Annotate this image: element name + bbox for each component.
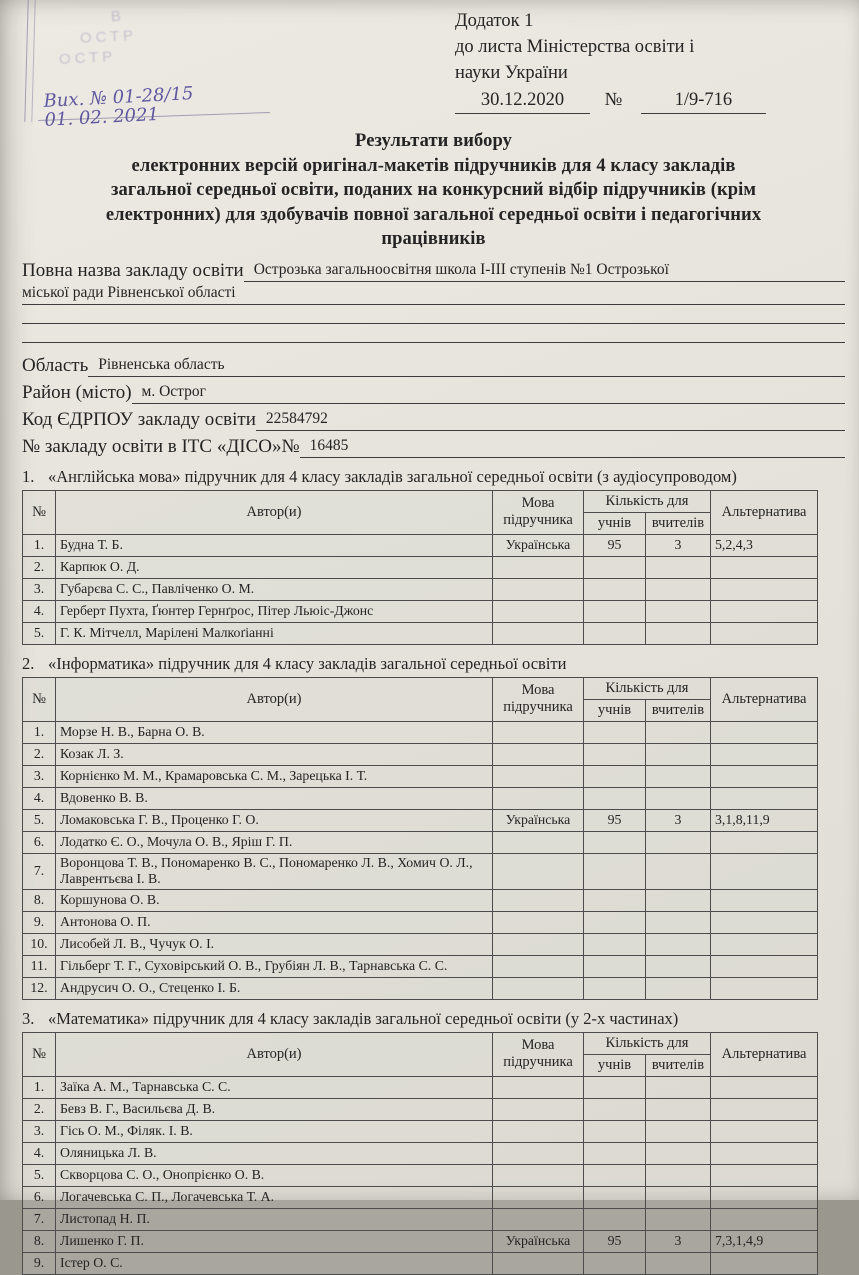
cell-students: 95 xyxy=(584,809,646,831)
col-header-language: Мова підручника xyxy=(493,1032,584,1076)
diso-value: 16485 xyxy=(300,435,845,458)
cell-num: 3. xyxy=(23,578,56,600)
appendix-label: Додаток 1 xyxy=(455,11,534,31)
cell-teachers xyxy=(646,765,711,787)
cell-num: 3. xyxy=(23,1120,56,1142)
textbook-table-english xyxy=(22,490,818,645)
cell-authors: Листопад Н. П. xyxy=(56,1208,493,1230)
col-header-language: Мова підручника xyxy=(493,677,584,721)
col-header-num: № xyxy=(23,677,56,721)
section-number: 3. xyxy=(22,1008,35,1028)
cell-num: 8. xyxy=(23,1230,56,1252)
letter-number: 1/9-716 xyxy=(641,87,766,114)
table-row xyxy=(23,600,818,622)
cell-language xyxy=(493,1076,584,1098)
cell-teachers xyxy=(646,977,711,999)
cell-authors: Герберт Пухта, Ґюнтер Гернґрос, Пітер Льюіс-Джонс xyxy=(56,600,493,622)
cell-authors: Гісь О. М., Філяк. І. В. xyxy=(56,1120,493,1142)
blank-form-line xyxy=(22,324,845,343)
section-mathematics xyxy=(22,1009,845,1275)
section-heading-text: «Англійська мова» підручник для 4 класу закладів загальної середньої освіти (з аудіосупроводом) xyxy=(48,466,737,486)
cell-authors: Коршунова О. В. xyxy=(56,889,493,911)
col-header-num: № xyxy=(23,1032,56,1076)
section-heading xyxy=(22,467,845,487)
cell-language xyxy=(493,1098,584,1120)
diso-row xyxy=(22,435,845,458)
table-row xyxy=(23,853,818,889)
col-header-language: Мова підручника xyxy=(493,490,584,534)
cell-authors: Воронцова Т. В., Пономаренко В. С., Пономаренко Л. В., Хомич О. Л., Лаврентьєва І. В. xyxy=(56,853,493,889)
table-row xyxy=(23,889,818,911)
cell-authors: Лисобей Л. В., Чучук О. І. xyxy=(56,933,493,955)
cell-num: 1. xyxy=(23,534,56,556)
col-header-quantity: Кількість для xyxy=(584,677,711,699)
cell-students xyxy=(584,1098,646,1120)
edrpou-value: 22584792 xyxy=(256,408,845,431)
faint-stamp xyxy=(56,6,138,70)
table-row xyxy=(23,787,818,809)
cell-num: 1. xyxy=(23,721,56,743)
cell-alternative xyxy=(711,1186,818,1208)
cell-alternative xyxy=(711,1076,818,1098)
cell-authors: Козак Л. З. xyxy=(56,743,493,765)
cell-students xyxy=(584,787,646,809)
table-row xyxy=(23,578,818,600)
region-row xyxy=(22,354,845,377)
cell-students xyxy=(584,765,646,787)
cell-language xyxy=(493,600,584,622)
cell-alternative xyxy=(711,1164,818,1186)
table-row xyxy=(23,1164,818,1186)
cell-language xyxy=(493,977,584,999)
col-header-teachers: вчителів xyxy=(646,699,711,721)
cell-num: 7. xyxy=(23,1208,56,1230)
table-row xyxy=(23,831,818,853)
district-value: м. Острог xyxy=(132,381,845,404)
cell-teachers xyxy=(646,1186,711,1208)
cell-authors: Заїка А. М., Тарнавська С. С. xyxy=(56,1076,493,1098)
cell-teachers xyxy=(646,1076,711,1098)
region-value: Рівненська область xyxy=(88,354,845,377)
cell-authors: Вдовенко В. В. xyxy=(56,787,493,809)
cell-alternative xyxy=(711,831,818,853)
table-row xyxy=(23,1076,818,1098)
cell-teachers xyxy=(646,578,711,600)
table-row xyxy=(23,765,818,787)
cell-teachers xyxy=(646,911,711,933)
cell-alternative: 7,3,1,4,9 xyxy=(711,1230,818,1252)
cell-students xyxy=(584,889,646,911)
cell-teachers xyxy=(646,556,711,578)
table-row xyxy=(23,1120,818,1142)
col-header-authors: Автор(и) xyxy=(56,677,493,721)
letter-date: 30.12.2020 xyxy=(455,87,590,114)
cell-language xyxy=(493,853,584,889)
cell-language xyxy=(493,578,584,600)
col-header-alternative: Альтернатива xyxy=(711,490,818,534)
cell-students xyxy=(584,743,646,765)
cell-alternative: 5,2,4,3 xyxy=(711,534,818,556)
col-header-quantity: Кількість для xyxy=(584,1032,711,1054)
cell-alternative xyxy=(711,911,818,933)
cell-num: 12. xyxy=(23,977,56,999)
cell-num: 9. xyxy=(23,911,56,933)
cell-language xyxy=(493,1252,584,1274)
cell-language xyxy=(493,556,584,578)
col-header-authors: Автор(и) xyxy=(56,490,493,534)
cell-num: 5. xyxy=(23,622,56,644)
title-line: працівників xyxy=(381,229,486,249)
cell-num: 9. xyxy=(23,1252,56,1274)
cell-authors: Бевз В. Г., Васильєва Д. В. xyxy=(56,1098,493,1120)
cell-alternative xyxy=(711,1142,818,1164)
cell-alternative xyxy=(711,933,818,955)
section-heading-text: «Інформатика» підручник для 4 класу закладів загальної середньої освіти xyxy=(48,653,567,673)
stamp-text-line: ОСТР xyxy=(58,48,117,69)
cell-students xyxy=(584,1164,646,1186)
stamp-text-line: В xyxy=(110,7,126,26)
table-row xyxy=(23,743,818,765)
cell-authors: Скворцова С. О., Онопрієнко О. В. xyxy=(56,1164,493,1186)
table-row xyxy=(23,622,818,644)
cell-teachers xyxy=(646,787,711,809)
cell-authors: Г. К. Мітчелл, Марілені Малкоґіанні xyxy=(56,622,493,644)
cell-authors: Антонова О. П. xyxy=(56,911,493,933)
cell-language xyxy=(493,933,584,955)
cell-num: 10. xyxy=(23,933,56,955)
cell-alternative xyxy=(711,787,818,809)
cell-alternative xyxy=(711,889,818,911)
cell-alternative xyxy=(711,743,818,765)
handwritten-date: 01. 02. 2021 xyxy=(44,103,160,131)
table-row xyxy=(23,977,818,999)
table-row xyxy=(23,955,818,977)
cell-num: 4. xyxy=(23,600,56,622)
table-row xyxy=(23,534,818,556)
full-name-label: Повна назва закладу освіти xyxy=(22,259,244,281)
cell-teachers: 3 xyxy=(646,809,711,831)
blank-form-line xyxy=(22,305,845,324)
cell-num: 2. xyxy=(23,1098,56,1120)
col-header-alternative: Альтернатива xyxy=(711,1032,818,1076)
col-header-students: учнів xyxy=(584,1054,646,1076)
cell-students xyxy=(584,933,646,955)
cell-authors: Логачевська С. П., Логачевська Т. А. xyxy=(56,1186,493,1208)
title-line: загальної середньої освіти, поданих на конкурсний відбір підручників (крім xyxy=(110,180,757,200)
cell-alternative xyxy=(711,977,818,999)
cell-authors: Морзе Н. В., Барна О. В. xyxy=(56,721,493,743)
cell-authors: Губарєва С. С., Павліченко О. М. xyxy=(56,578,493,600)
cell-teachers xyxy=(646,1120,711,1142)
cell-teachers: 3 xyxy=(646,1230,711,1252)
textbook-table-informatics xyxy=(22,677,818,1000)
section-number: 2. xyxy=(22,653,35,673)
cell-language xyxy=(493,889,584,911)
full-name-value-line1: Острозька загальноосвітня школа І-ІІІ ступенів №1 Острозької xyxy=(244,259,845,282)
cell-alternative xyxy=(711,955,818,977)
table-row xyxy=(23,721,818,743)
full-name-value-line2: міської ради Рівненської області xyxy=(22,282,845,305)
cell-alternative: 3,1,8,11,9 xyxy=(711,809,818,831)
section-informatics xyxy=(22,654,845,1000)
col-header-students: учнів xyxy=(584,699,646,721)
edrpou-label: Код ЄДРПОУ закладу освіти xyxy=(22,408,256,430)
cell-teachers xyxy=(646,955,711,977)
cell-students xyxy=(584,911,646,933)
cell-alternative xyxy=(711,578,818,600)
section-heading-text: «Математика» підручник для 4 класу закладів загальної середньої освіти (у 2-х частинах) xyxy=(48,1008,679,1028)
table-row xyxy=(23,1252,818,1274)
title-line: електронних) для здобувачів повної загальної середньої освіти і педагогічних xyxy=(105,204,762,225)
cell-teachers xyxy=(646,1164,711,1186)
cell-teachers xyxy=(646,743,711,765)
cell-teachers xyxy=(646,1098,711,1120)
cell-language xyxy=(493,955,584,977)
edrpou-row xyxy=(22,408,845,431)
col-header-teachers: вчителів xyxy=(646,512,711,534)
cell-language xyxy=(493,721,584,743)
cell-num: 8. xyxy=(23,889,56,911)
cell-language xyxy=(493,787,584,809)
district-label: Район (місто) xyxy=(22,381,132,403)
handwritten-note xyxy=(43,84,195,130)
cell-language xyxy=(493,1120,584,1142)
handwritten-outgoing-number: Вих. № 01-28/15 xyxy=(43,83,194,112)
cell-num: 5. xyxy=(23,1164,56,1186)
table-row xyxy=(23,809,818,831)
col-header-teachers: вчителів xyxy=(646,1054,711,1076)
cell-teachers: 3 xyxy=(646,534,711,556)
col-header-quantity: Кількість для xyxy=(584,490,711,512)
cell-students xyxy=(584,721,646,743)
cell-authors: Андрусич О. О., Стеценко І. Б. xyxy=(56,977,493,999)
cell-num: 6. xyxy=(23,831,56,853)
cell-num: 11. xyxy=(23,955,56,977)
cell-language xyxy=(493,622,584,644)
cell-language: Українська xyxy=(493,809,584,831)
cell-teachers xyxy=(646,933,711,955)
cell-num: 4. xyxy=(23,1142,56,1164)
col-header-students: учнів xyxy=(584,512,646,534)
cell-students xyxy=(584,622,646,644)
cell-students xyxy=(584,1252,646,1274)
section-heading xyxy=(22,1009,845,1029)
cell-num: 5. xyxy=(23,809,56,831)
col-header-alternative: Альтернатива xyxy=(711,677,818,721)
stamp-text-line: ОСТР xyxy=(79,26,138,47)
cell-authors: Лишенко Г. П. xyxy=(56,1230,493,1252)
cell-authors: Оляницька Л. В. xyxy=(56,1142,493,1164)
cell-students xyxy=(584,1208,646,1230)
cell-students xyxy=(584,853,646,889)
cell-language xyxy=(493,911,584,933)
cell-num: 7. xyxy=(23,853,56,889)
cell-students xyxy=(584,955,646,977)
cell-students xyxy=(584,977,646,999)
cell-language xyxy=(493,831,584,853)
cell-language xyxy=(493,743,584,765)
cell-students xyxy=(584,556,646,578)
cell-students xyxy=(584,1120,646,1142)
cell-num: 4. xyxy=(23,787,56,809)
cell-alternative xyxy=(711,765,818,787)
cell-students xyxy=(584,1076,646,1098)
cell-authors: Ломаковська Г. В., Проценко Г. О. xyxy=(56,809,493,831)
cell-students xyxy=(584,831,646,853)
cell-language xyxy=(493,1142,584,1164)
cell-num: 1. xyxy=(23,1076,56,1098)
cell-students xyxy=(584,1186,646,1208)
cell-language: Українська xyxy=(493,534,584,556)
cell-students: 95 xyxy=(584,1230,646,1252)
col-header-num: № xyxy=(23,490,56,534)
cell-alternative xyxy=(711,1098,818,1120)
cell-language: Українська xyxy=(493,1230,584,1252)
school-info-form xyxy=(22,259,845,458)
col-header-authors: Автор(и) xyxy=(56,1032,493,1076)
section-english xyxy=(22,467,845,645)
cell-teachers xyxy=(646,1208,711,1230)
cell-authors: Будна Т. Б. xyxy=(56,534,493,556)
cell-students xyxy=(584,578,646,600)
cell-authors: Карпюк О. Д. xyxy=(56,556,493,578)
region-label: Область xyxy=(22,354,89,376)
document-title xyxy=(22,129,845,252)
cell-teachers xyxy=(646,622,711,644)
table-row xyxy=(23,556,818,578)
cell-authors: Лодатко Є. О., Мочула О. В., Яріш Г. П. xyxy=(56,831,493,853)
number-sign: № xyxy=(604,90,623,110)
district-row xyxy=(22,381,845,404)
cell-alternative xyxy=(711,1252,818,1274)
cell-authors: Корнієнко М. М., Крамаровська С. М., Зарецька І. Т. xyxy=(56,765,493,787)
cell-num: 2. xyxy=(23,743,56,765)
cell-language xyxy=(493,1164,584,1186)
table-row xyxy=(23,933,818,955)
cell-alternative xyxy=(711,1120,818,1142)
cell-authors: Гільберг Т. Г., Суховірський О. В., Грубіян Л. В., Тарнавська С. С. xyxy=(56,955,493,977)
cell-language xyxy=(493,1208,584,1230)
full-name-row xyxy=(22,259,845,282)
cell-teachers xyxy=(646,889,711,911)
table-row xyxy=(23,1186,818,1208)
appendix-header xyxy=(455,8,845,114)
cell-teachers xyxy=(646,721,711,743)
title-line: Результати вибору xyxy=(355,131,512,151)
cell-num: 3. xyxy=(23,765,56,787)
cell-students: 95 xyxy=(584,534,646,556)
cell-authors: Істер О. С. xyxy=(56,1252,493,1274)
cell-language xyxy=(493,765,584,787)
cell-teachers xyxy=(646,831,711,853)
cell-students xyxy=(584,600,646,622)
cell-teachers xyxy=(646,1142,711,1164)
cell-alternative xyxy=(711,1208,818,1230)
section-number: 1. xyxy=(22,466,35,486)
section-heading xyxy=(22,654,845,674)
diso-label: № закладу освіти в ІТС «ДІСО»№ xyxy=(22,435,300,457)
table-row xyxy=(23,1208,818,1230)
addressee-line-1: до листа Міністерства освіти і xyxy=(455,37,695,57)
cell-teachers xyxy=(646,1252,711,1274)
cell-alternative xyxy=(711,853,818,889)
cell-num: 2. xyxy=(23,556,56,578)
table-row xyxy=(23,1142,818,1164)
letter-date-number-row xyxy=(455,87,845,114)
table-row xyxy=(23,911,818,933)
cell-alternative xyxy=(711,556,818,578)
cell-alternative xyxy=(711,622,818,644)
cell-alternative xyxy=(711,721,818,743)
stamp-edge-line xyxy=(24,0,35,122)
cell-alternative xyxy=(711,600,818,622)
table-row xyxy=(23,1230,818,1252)
cell-students xyxy=(584,1142,646,1164)
cell-teachers xyxy=(646,600,711,622)
cell-language xyxy=(493,1186,584,1208)
textbook-table-mathematics xyxy=(22,1032,818,1275)
table-row xyxy=(23,1098,818,1120)
addressee-line-2: науки України xyxy=(455,63,568,83)
title-line: електронних версій оригінал-макетів підручників для 4 класу закладів xyxy=(131,155,736,176)
cell-num: 6. xyxy=(23,1186,56,1208)
cell-teachers xyxy=(646,853,711,889)
